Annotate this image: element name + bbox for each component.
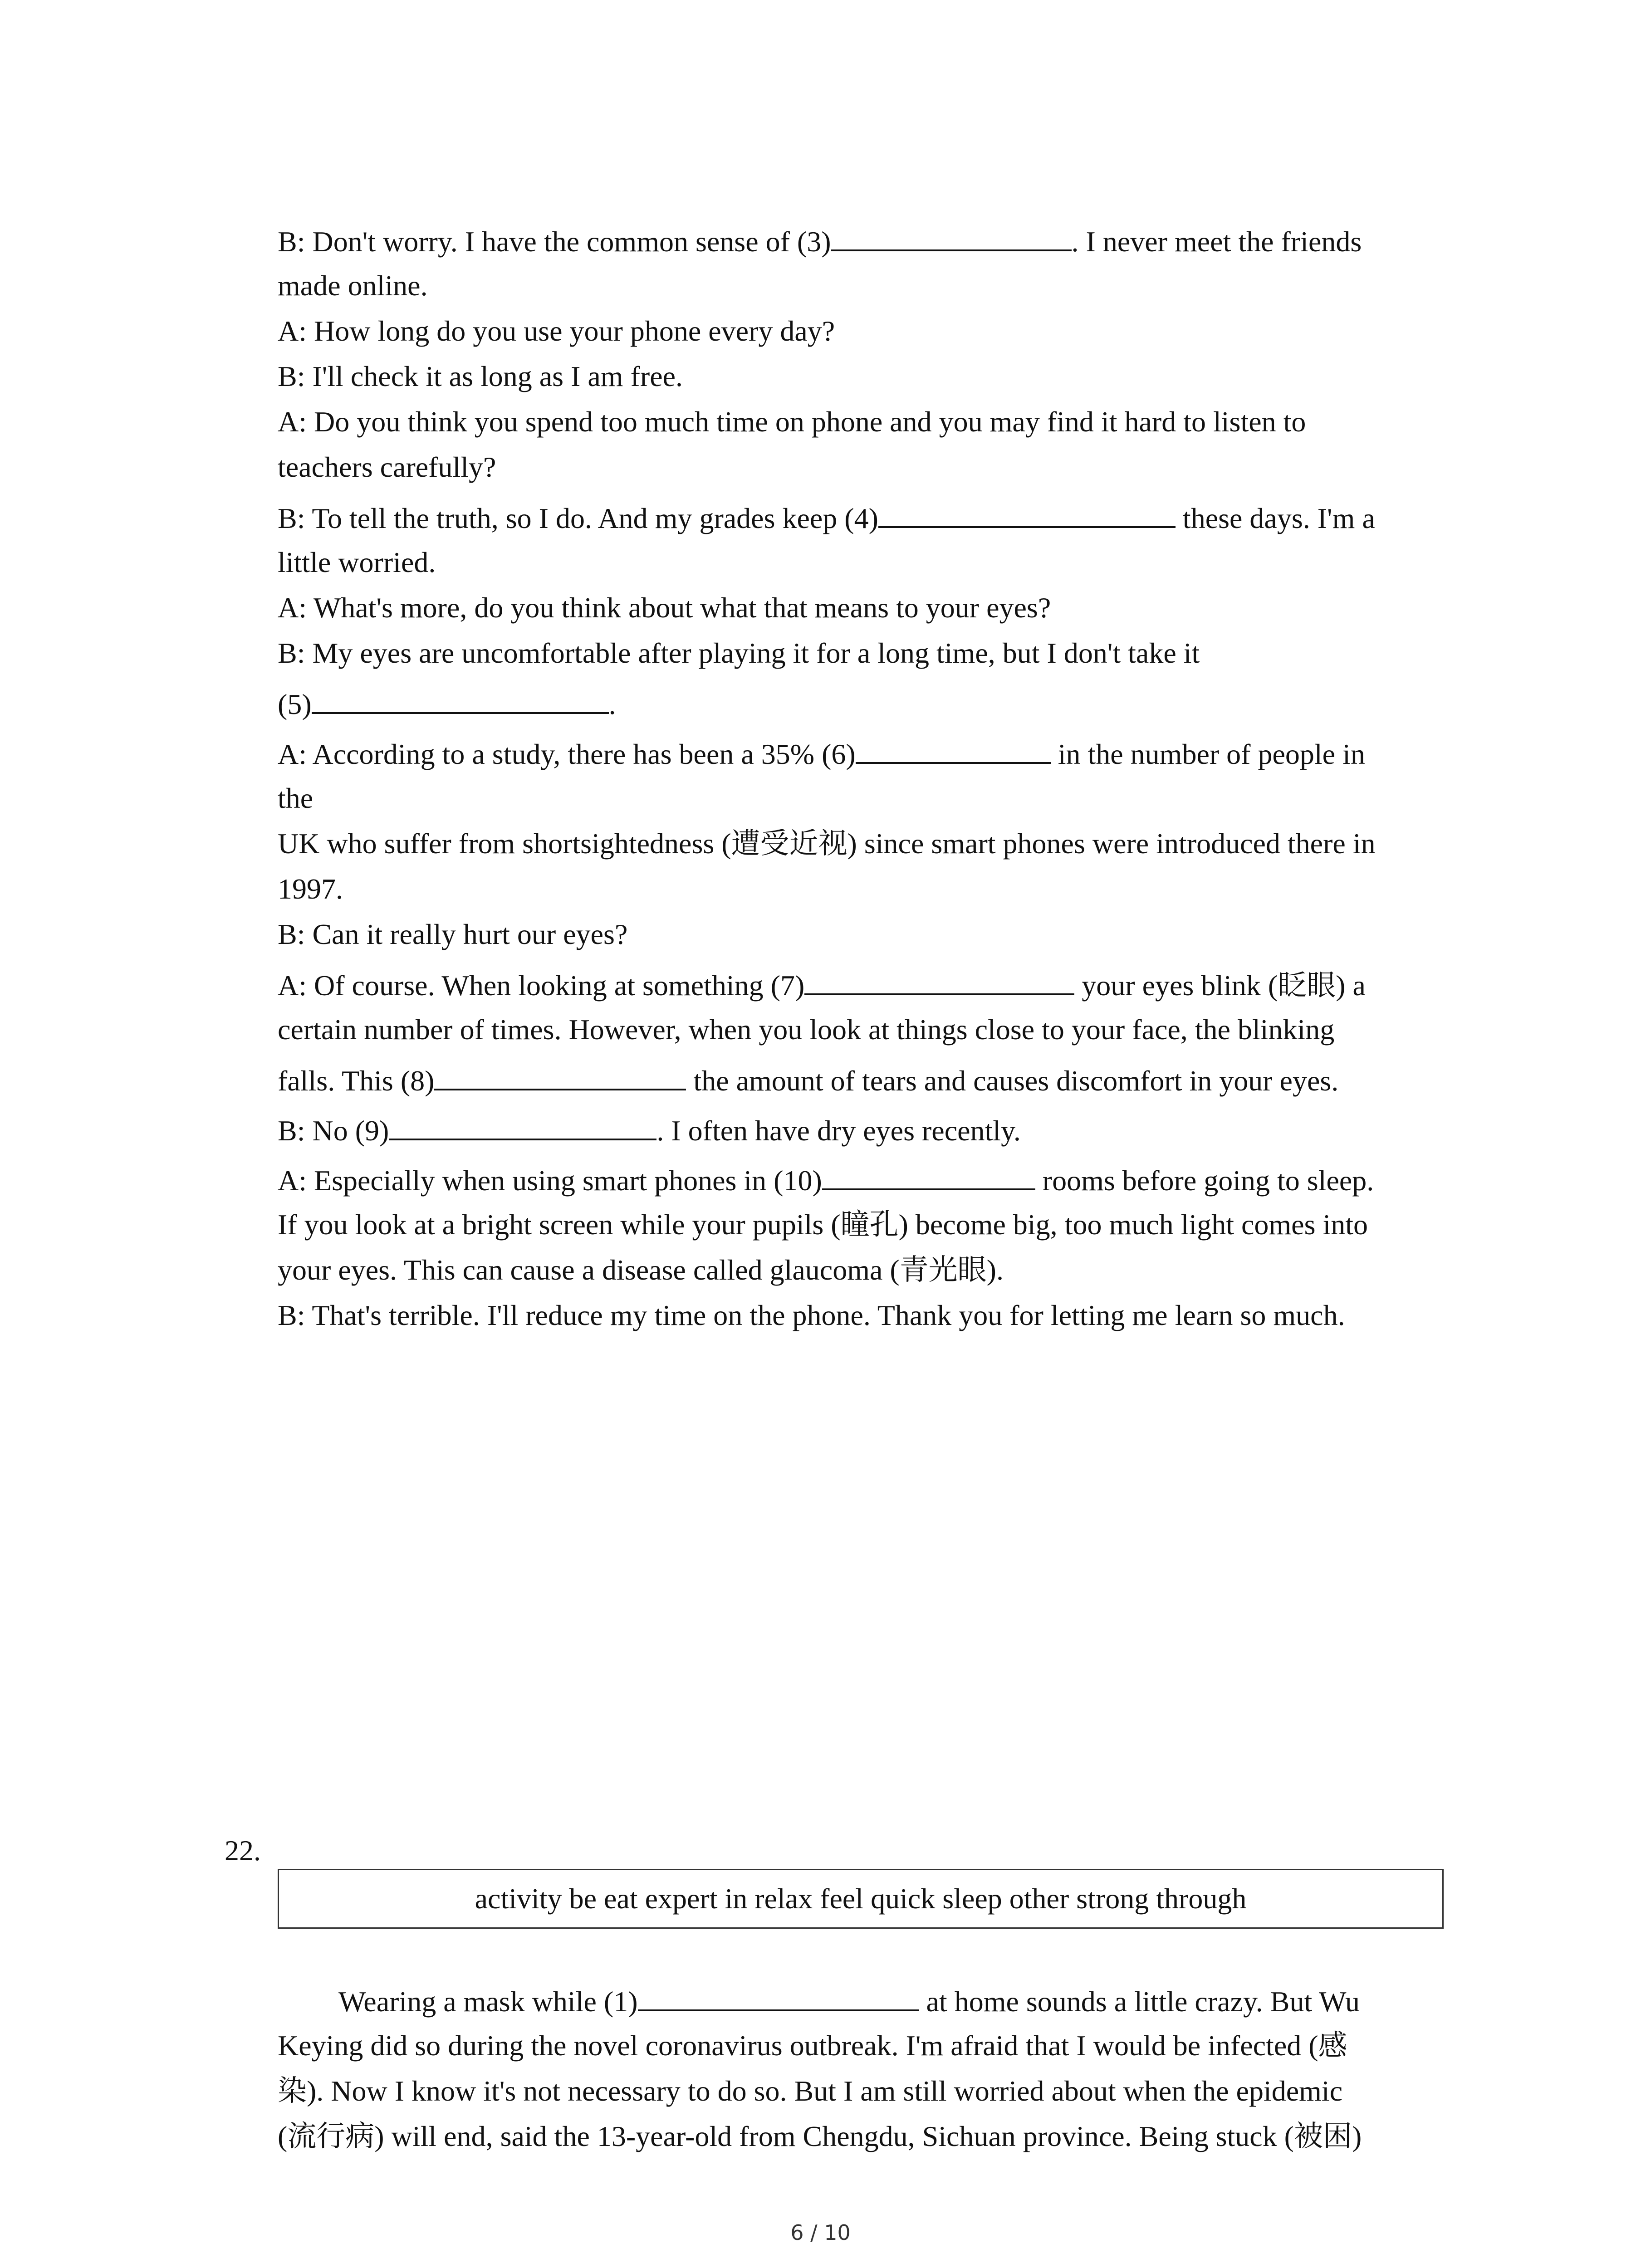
dialogue-line-12: A: According to a study, there has been a 35% (6) in the number of people in	[278, 735, 1365, 772]
dialogue-line-23: your eyes. This can cause a disease called glaucoma (青光眼).	[278, 1254, 1004, 1286]
answer-blank-4[interactable]	[878, 499, 1176, 528]
dialogue-line-1: B: Don't worry. I have the common sense of (3) . I never meet the friends	[278, 222, 1362, 260]
dialogue-line-19: falls. This (8) the amount of tears and causes discomfort in your eyes.	[278, 1061, 1338, 1099]
answer-blank-7[interactable]	[804, 966, 1074, 995]
word-bank-box	[278, 1869, 1444, 1929]
answer-blank-8[interactable]	[434, 1061, 686, 1090]
answer-blank-5[interactable]	[312, 685, 609, 714]
dialogue-line-11: (5) .	[278, 685, 616, 723]
dialogue-line-21: A: Especially when using smart phones in (10) rooms before going to sleep.	[278, 1161, 1374, 1199]
passage-line-4: (流行病) will end, said the 13-year-old from Chengdu, Sichuan province. Being stuck (被困)	[278, 2120, 1362, 2152]
dialogue-line-22: If you look at a bright screen while your pupils (瞳孔) become big, too much light comes into	[278, 1208, 1368, 1241]
dialogue-line-15: 1997.	[278, 873, 343, 905]
dialogue-line-20: B: No (9) . I often have dry eyes recently.	[278, 1111, 1021, 1149]
dialogue-line-2: made online.	[278, 269, 428, 302]
answer-blank-6[interactable]	[856, 735, 1051, 764]
dialogue-line-3: A: How long do you use your phone every day?	[278, 315, 835, 347]
dialogue-line-8: little worried.	[278, 546, 436, 578]
dialogue-line-9: A: What's more, do you think about what that means to your eyes?	[278, 591, 1051, 624]
dialogue-line-18: certain number of times. However, when you look at things close to your face, the blinking	[278, 1013, 1335, 1046]
dialogue-line-5: A: Do you think you spend too much time on phone and you may find it hard to listen to	[278, 406, 1306, 438]
dialogue-line-4: B: I'll check it as long as I am free.	[278, 360, 683, 392]
answer-blank-3[interactable]	[831, 222, 1072, 251]
dialogue-line-13: the	[278, 782, 314, 814]
passage-line-2: Keying did so during the novel coronavirus outbreak. I'm afraid that I would be infected (感	[278, 2029, 1347, 2062]
passage-line-1: Wearing a mask while (1) at home sounds a little crazy. But Wu	[338, 1982, 1360, 2020]
dialogue-line-16: B: Can it really hurt our eyes?	[278, 918, 628, 950]
dialogue-line-24: B: That's terrible. I'll reduce my time on the phone. Thank you for letting me learn so much.	[278, 1299, 1345, 1331]
passage-line-3: 染). Now I know it's not necessary to do so. But I am still worried about when the epidemic	[278, 2075, 1343, 2107]
word-bank: activity be eat expert in relax feel quick sleep other strong through	[475, 1882, 1247, 1915]
dialogue-line-6: teachers carefully?	[278, 451, 496, 483]
dialogue-line-14: UK who suffer from shortsightedness (遭受近视) since smart phones were introduced there in	[278, 827, 1376, 860]
answer-blank-9[interactable]	[389, 1111, 656, 1140]
passage-answer-blank-1[interactable]	[638, 1982, 919, 2011]
answer-blank-10[interactable]	[822, 1161, 1035, 1190]
dialogue-line-7: B: To tell the truth, so I do. And my grades keep (4) these days. I'm a	[278, 499, 1375, 537]
dialogue-line-10: B: My eyes are uncomfortable after playing it for a long time, but I don't take it	[278, 637, 1200, 669]
dialogue-line-17: A: Of course. When looking at something (7) your eyes blink (眨眼) a	[278, 966, 1366, 1004]
page-number: 6 / 10	[790, 2220, 851, 2245]
question-number: 22.	[225, 1834, 261, 1867]
